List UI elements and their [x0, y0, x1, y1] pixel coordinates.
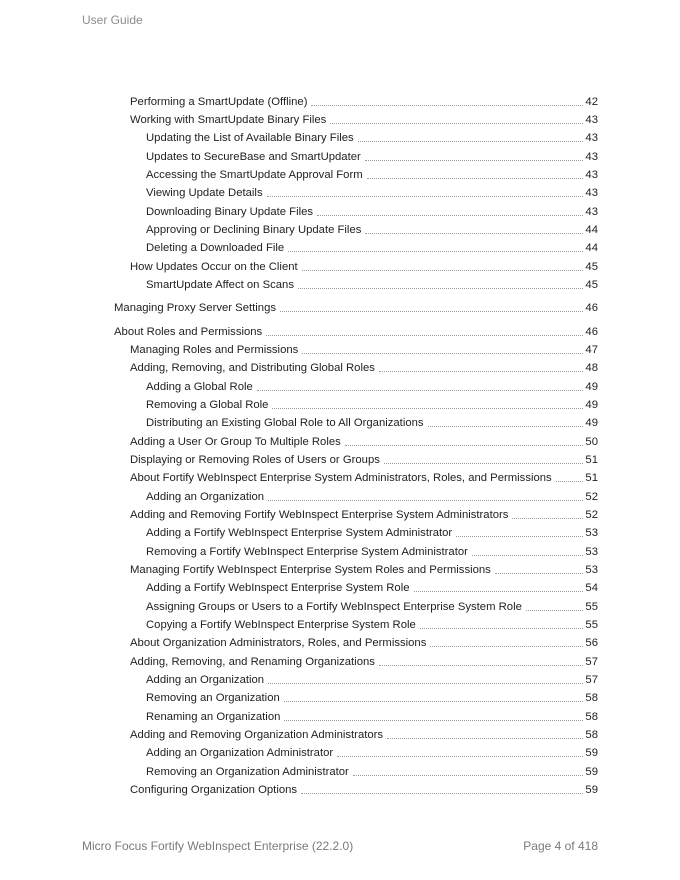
dot-leader: [280, 311, 583, 312]
toc-entry-title: Managing Roles and Permissions: [130, 344, 299, 356]
toc-entry-page: 46: [585, 326, 598, 338]
toc-entry[interactable]: [146, 223, 598, 237]
footer-product: Micro Focus Fortify WebInspect Enterprise (22.2.0): [82, 839, 354, 853]
toc-entry[interactable]: [146, 710, 598, 724]
running-header: User Guide: [82, 13, 143, 27]
toc-entry-title: Managing Fortify WebInspect Enterprise System Roles and Permissions: [130, 564, 491, 576]
toc-entry-page: 43: [585, 187, 598, 199]
dot-leader: [284, 720, 583, 721]
dot-leader: [353, 775, 584, 776]
toc-entry[interactable]: [146, 278, 598, 292]
toc-entry-page: 59: [585, 747, 598, 759]
toc-entry[interactable]: [146, 673, 598, 687]
toc-entry-title: Assigning Groups or Users to a Fortify WebInspect Enterprise System Role: [146, 601, 522, 613]
toc-entry[interactable]: [146, 205, 598, 219]
toc-entry-page: 53: [585, 564, 598, 576]
toc-entry[interactable]: [114, 325, 598, 339]
toc-entry-title: About Roles and Permissions: [114, 326, 263, 338]
toc-entry-page: 55: [585, 601, 598, 613]
dot-leader: [268, 500, 583, 501]
toc-entry-title: Accessing the SmartUpdate Approval Form: [146, 169, 363, 181]
toc-entry[interactable]: [146, 380, 598, 394]
toc-entry-title: Displaying or Removing Roles of Users or Groups: [130, 454, 380, 466]
dot-leader: [301, 793, 583, 794]
toc-entry[interactable]: [146, 398, 598, 412]
toc-entry-title: Adding a Fortify WebInspect Enterprise System Role: [146, 582, 410, 594]
toc-entry[interactable]: [146, 131, 598, 145]
toc-entry[interactable]: [114, 301, 598, 315]
dot-leader: [526, 610, 584, 611]
toc-entry[interactable]: [130, 471, 598, 485]
toc-entry-title: Adding and Removing Fortify WebInspect Enterprise System Administrators: [130, 509, 509, 521]
toc-entry[interactable]: [146, 581, 598, 595]
toc-entry[interactable]: [146, 490, 598, 504]
dot-leader: [365, 160, 584, 161]
toc-entry-title: Copying a Fortify WebInspect Enterprise System Role: [146, 619, 416, 631]
dot-leader: [365, 233, 583, 234]
dot-leader: [379, 371, 584, 372]
toc-entry[interactable]: [130, 95, 598, 109]
toc-entry-title: Distributing an Existing Global Role to All Organizations: [146, 417, 424, 429]
toc-entry[interactable]: [146, 241, 598, 255]
dot-leader: [311, 105, 583, 106]
toc-entry-title: Updates to SecureBase and SmartUpdater: [146, 151, 361, 163]
toc-entry-title: Downloading Binary Update Files: [146, 206, 314, 218]
toc-entry-page: 44: [585, 224, 598, 236]
toc-entry-title: SmartUpdate Affect on Scans: [146, 279, 294, 291]
dot-leader: [330, 123, 583, 124]
toc-entry[interactable]: [130, 343, 598, 357]
toc-entry[interactable]: [130, 508, 598, 522]
toc-entry-title: Removing a Global Role: [146, 399, 269, 411]
toc-entry[interactable]: [146, 691, 598, 705]
toc-entry[interactable]: [130, 728, 598, 742]
toc-entry[interactable]: [130, 435, 598, 449]
dot-leader: [268, 683, 583, 684]
toc-entry-title: Adding an Organization Administrator: [146, 747, 334, 759]
toc-entry[interactable]: [146, 600, 598, 614]
toc-entry-page: 59: [585, 766, 598, 778]
toc-entry-title: Removing an Organization: [146, 692, 280, 704]
dot-leader: [420, 628, 584, 629]
toc-entry-title: Deleting a Downloaded File: [146, 242, 285, 254]
dot-leader: [284, 701, 584, 702]
dot-leader: [512, 518, 583, 519]
toc-entry-title: Adding an Organization: [146, 491, 265, 503]
toc-entry[interactable]: [146, 746, 598, 760]
toc-entry-title: Managing Proxy Server Settings: [114, 302, 277, 314]
toc-entry-title: Adding a User Or Group To Multiple Roles: [130, 436, 341, 448]
toc-entry-page: 49: [585, 381, 598, 393]
toc-entry[interactable]: [146, 168, 598, 182]
toc-entry-page: 45: [585, 279, 598, 291]
toc-entry[interactable]: [146, 186, 598, 200]
toc-entry-title: Adding a Fortify WebInspect Enterprise System Administrator: [146, 527, 453, 539]
toc-entry-title: Performing a SmartUpdate (Offline): [130, 96, 308, 108]
toc-entry-page: 43: [585, 132, 598, 144]
dot-leader: [317, 215, 583, 216]
toc-entry-title: Adding and Removing Organization Administrators: [130, 729, 384, 741]
toc-entry-page: 51: [585, 454, 598, 466]
dot-leader: [358, 141, 584, 142]
toc-entry-page: 58: [585, 692, 598, 704]
toc-entry-title: Renaming an Organization: [146, 711, 281, 723]
dot-leader: [430, 646, 583, 647]
toc-entry-title: Adding, Removing, and Distributing Global Roles: [130, 362, 375, 374]
toc-entry-page: 51: [585, 472, 598, 484]
dot-leader: [298, 288, 583, 289]
footer-page-info: Page 4 of 418: [523, 839, 598, 853]
toc-entry[interactable]: [130, 655, 598, 669]
toc-entry-title: Configuring Organization Options: [130, 784, 298, 796]
dot-leader: [288, 251, 583, 252]
toc-entry-page: 50: [585, 436, 598, 448]
toc-entry-title: About Fortify WebInspect Enterprise System Administrators, Roles, and Permissions: [130, 472, 552, 484]
toc-entry[interactable]: [130, 636, 598, 650]
toc-entry-page: 42: [585, 96, 598, 108]
dot-leader: [367, 178, 584, 179]
toc-entry-page: 53: [585, 527, 598, 539]
toc-entry-page: 57: [585, 656, 598, 668]
toc-entry-page: 45: [585, 261, 598, 273]
toc-entry-title: Approving or Declining Binary Update Files: [146, 224, 362, 236]
toc-entry-title: Viewing Update Details: [146, 187, 263, 199]
dot-leader: [472, 555, 584, 556]
toc-entry-page: 59: [585, 784, 598, 796]
dot-leader: [302, 353, 583, 354]
toc-entry-title: Working with SmartUpdate Binary Files: [130, 114, 327, 126]
toc-entry-page: 52: [585, 509, 598, 521]
toc-entry-title: About Organization Administrators, Roles, and Permissions: [130, 637, 427, 649]
toc-entry-page: 49: [585, 399, 598, 411]
toc-entry-page: 43: [585, 114, 598, 126]
toc-entry-page: 56: [585, 637, 598, 649]
toc-entry-page: 43: [585, 169, 598, 181]
toc-entry[interactable]: [130, 453, 598, 467]
toc-entry-page: 46: [585, 302, 598, 314]
dot-leader: [387, 738, 583, 739]
dot-leader: [495, 573, 584, 574]
toc-entry-page: 57: [585, 674, 598, 686]
toc-entry-title: Updating the List of Available Binary Files: [146, 132, 354, 144]
toc-entry-page: 44: [585, 242, 598, 254]
toc-entry[interactable]: [146, 618, 598, 632]
toc-entry[interactable]: [130, 361, 598, 375]
toc-entry-title: Adding a Global Role: [146, 381, 253, 393]
dot-leader: [428, 426, 584, 427]
toc-entry-page: 53: [585, 546, 598, 558]
toc-entry-title: Adding, Removing, and Renaming Organizations: [130, 656, 375, 668]
toc-entry-page: 54: [585, 582, 598, 594]
dot-leader: [384, 463, 584, 464]
toc-entry[interactable]: [130, 783, 598, 797]
toc-entry-title: Removing a Fortify WebInspect Enterprise System Administrator: [146, 546, 468, 558]
dot-leader: [257, 390, 584, 391]
toc-entry-page: 48: [585, 362, 598, 374]
dot-leader: [272, 408, 583, 409]
toc-entry-title: Removing an Organization Administrator: [146, 766, 349, 778]
toc-entry[interactable]: [130, 113, 598, 127]
toc-entry-page: 58: [585, 711, 598, 723]
dot-leader: [345, 445, 584, 446]
toc-entry[interactable]: [146, 765, 598, 779]
toc-entry-title: Adding an Organization: [146, 674, 265, 686]
toc-entry-page: 43: [585, 206, 598, 218]
dot-leader: [267, 196, 584, 197]
toc-entry[interactable]: [146, 416, 598, 430]
toc-entry[interactable]: [146, 545, 598, 559]
dot-leader: [337, 756, 583, 757]
toc-entry-page: 49: [585, 417, 598, 429]
toc-entry-page: 43: [585, 151, 598, 163]
toc-entry[interactable]: [130, 260, 598, 274]
dot-leader: [266, 335, 583, 336]
toc-entry-title: How Updates Occur on the Client: [130, 261, 298, 273]
dot-leader: [302, 270, 584, 271]
toc-entry[interactable]: [146, 526, 598, 540]
dot-leader: [556, 481, 584, 482]
dot-leader: [414, 591, 584, 592]
toc-entry-page: 52: [585, 491, 598, 503]
toc-entry[interactable]: [130, 563, 598, 577]
toc-entry-page: 58: [585, 729, 598, 741]
toc-entry[interactable]: [146, 150, 598, 164]
dot-leader: [456, 536, 583, 537]
toc-entry-page: 55: [585, 619, 598, 631]
dot-leader: [379, 665, 584, 666]
toc-entry-page: 47: [585, 344, 598, 356]
